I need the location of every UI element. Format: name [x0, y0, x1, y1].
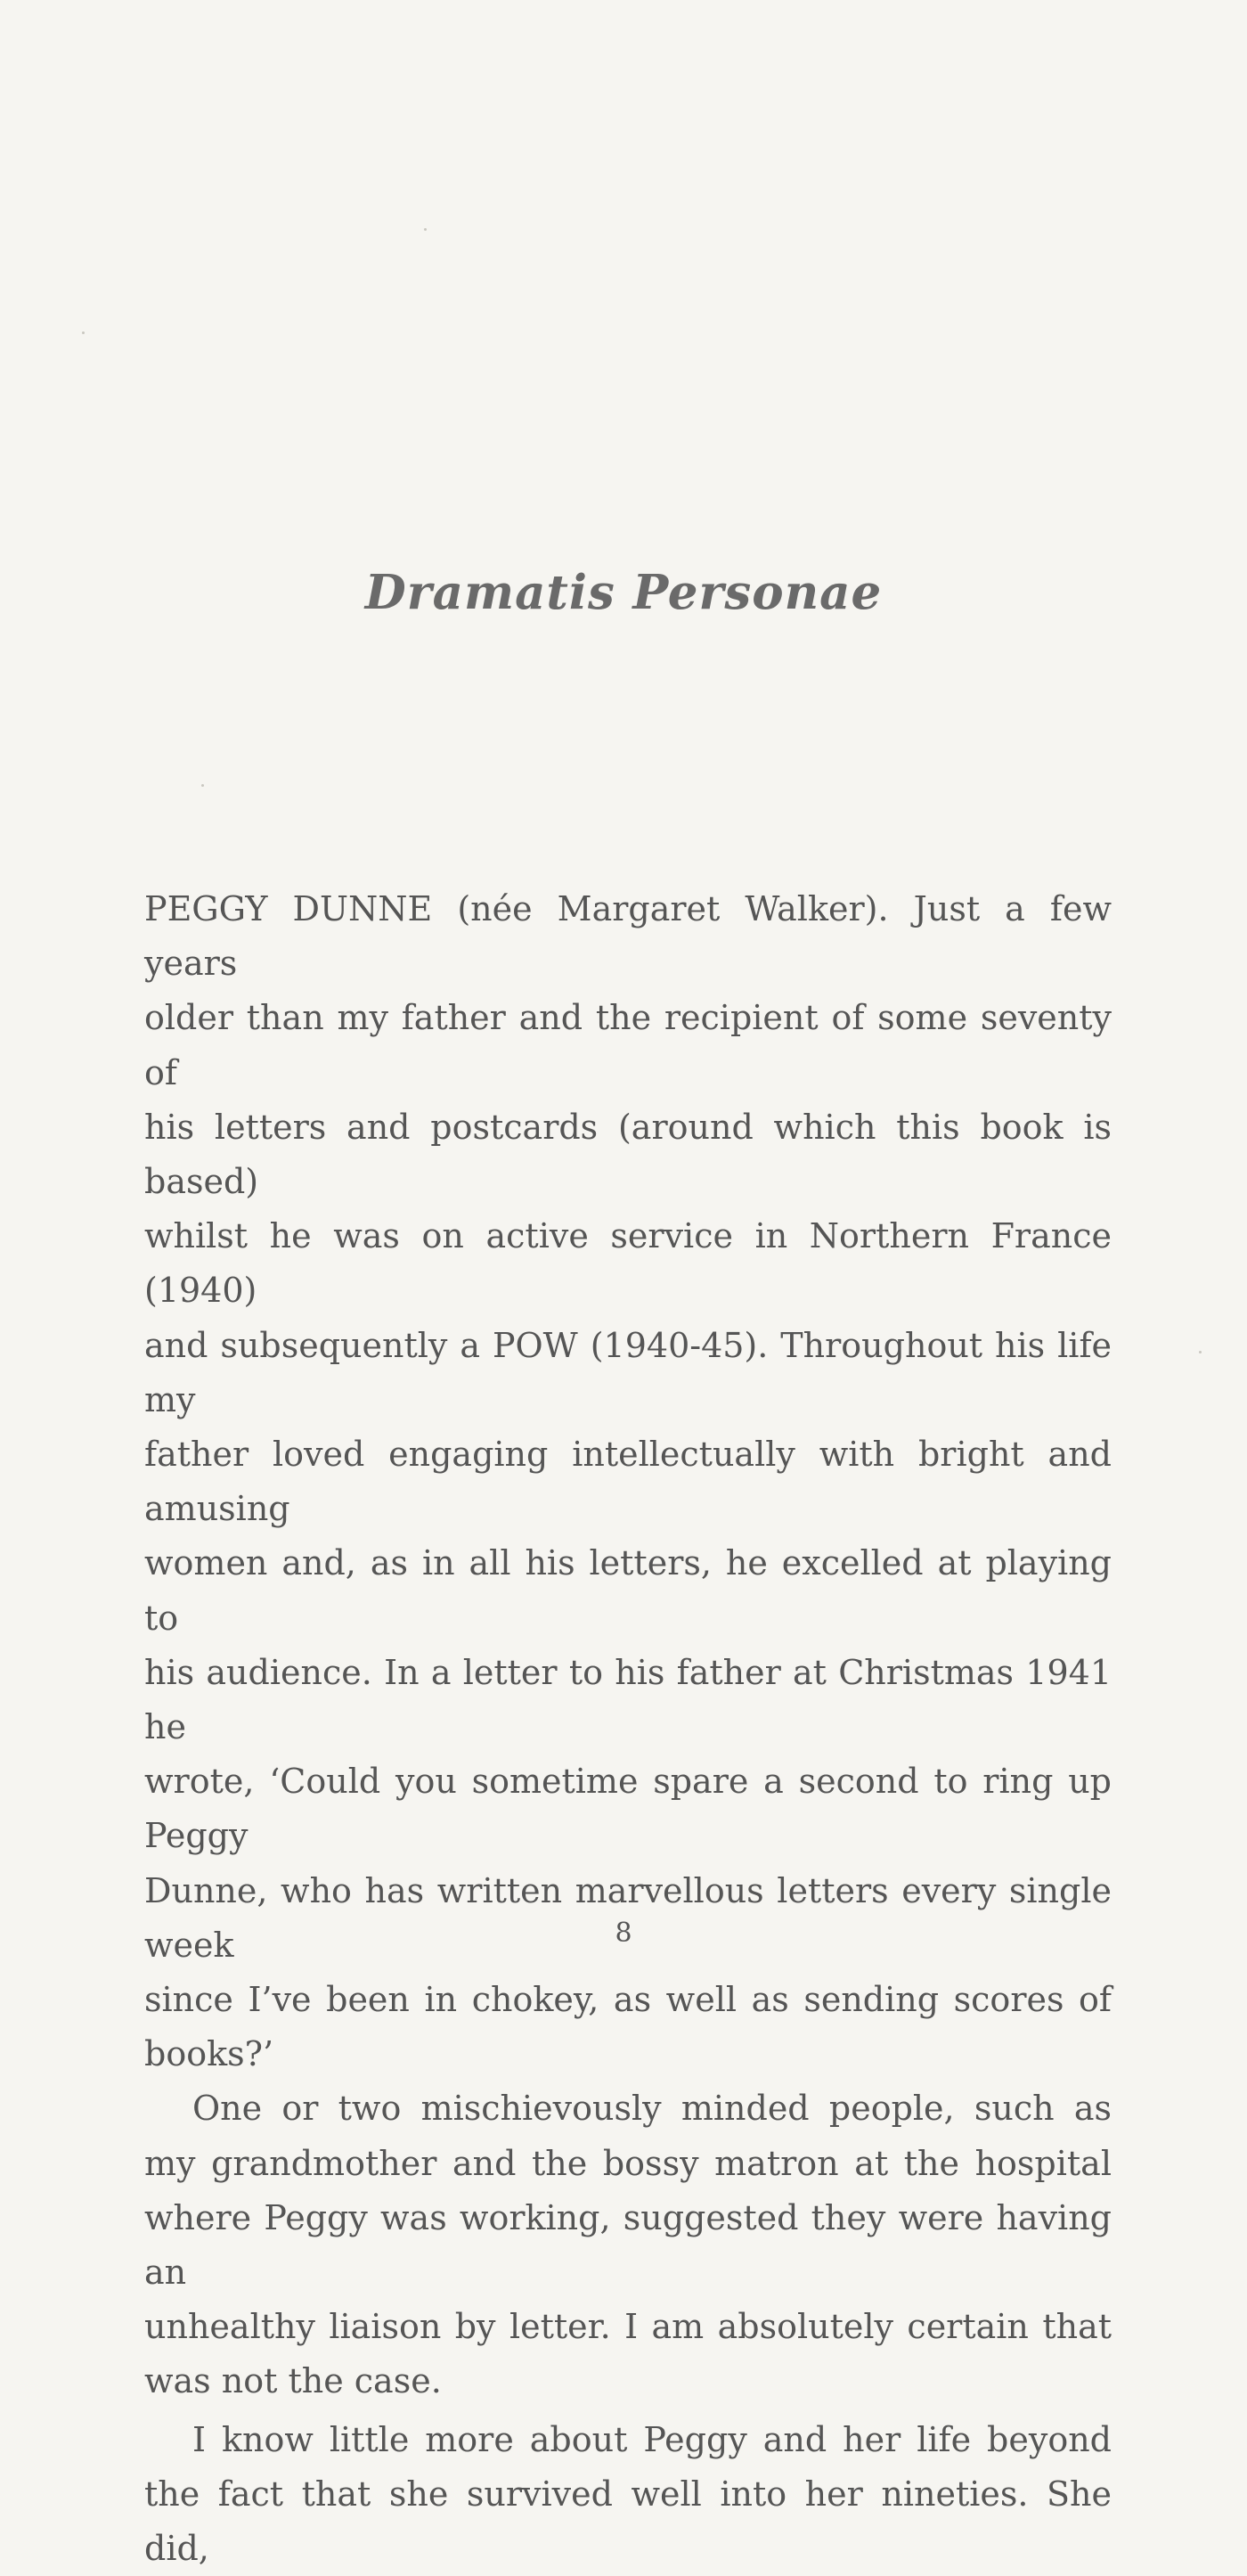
text-line: his audience. In a letter to his father at Christmas 1941 he: [144, 1652, 1112, 1747]
text-line: PEGGY DUNNE (née Margaret Walker). Just a few years: [144, 889, 1112, 984]
text-line: whilst he was on active service in Northern France (1940): [144, 1216, 1112, 1311]
paper-speck: [82, 331, 85, 334]
text-line: One or two mischievously minded people, such as: [192, 2089, 1112, 2129]
paragraph: [144, 882, 1112, 2081]
text-line: I know little more about Peggy and her life beyond: [192, 2419, 1112, 2459]
text-line: and subsequently a POW (1940-45). Throughout his life my: [144, 1325, 1112, 1419]
text-line: women and, as in all his letters, he excelled at playing to: [144, 1543, 1112, 1638]
paper-speck: [201, 784, 204, 787]
text-line: Dunne, who has written marvellous letters every single week: [144, 1870, 1112, 1965]
chapter-title: Dramatis Personae: [364, 564, 883, 620]
text-line: wrote, ‘Could you sometime spare a second to ring up Peggy: [144, 1762, 1112, 1856]
text-line: unhealthy liaison by letter. I am absolutely certain that: [144, 2307, 1112, 2347]
paragraph: [144, 2081, 1112, 2408]
text-line: since I’ve been in chokey, as well as sending scores of books?’: [144, 1980, 1112, 2074]
page-number: 8: [615, 1918, 632, 1949]
text-line: the fact that she survived well into her nineties. She did,: [144, 2474, 1112, 2569]
text-line: father loved engaging intellectually with bright and amusing: [144, 1435, 1112, 1529]
text-line: his letters and postcards (around which this book is based): [144, 1107, 1112, 1202]
text-line: where Peggy was working, suggested they were having an: [144, 2197, 1112, 2293]
text-line: older than my father and the recipient of some seventy of: [144, 998, 1112, 1092]
paper-speck: [424, 228, 427, 231]
text-line: was not the case.: [144, 2361, 442, 2401]
paragraph: [144, 2413, 1112, 2576]
text-line: my grandmother and the bossy matron at the hospital: [144, 2143, 1112, 2183]
body-text: [144, 882, 1112, 2576]
paper-speck: [1199, 1351, 1202, 1353]
